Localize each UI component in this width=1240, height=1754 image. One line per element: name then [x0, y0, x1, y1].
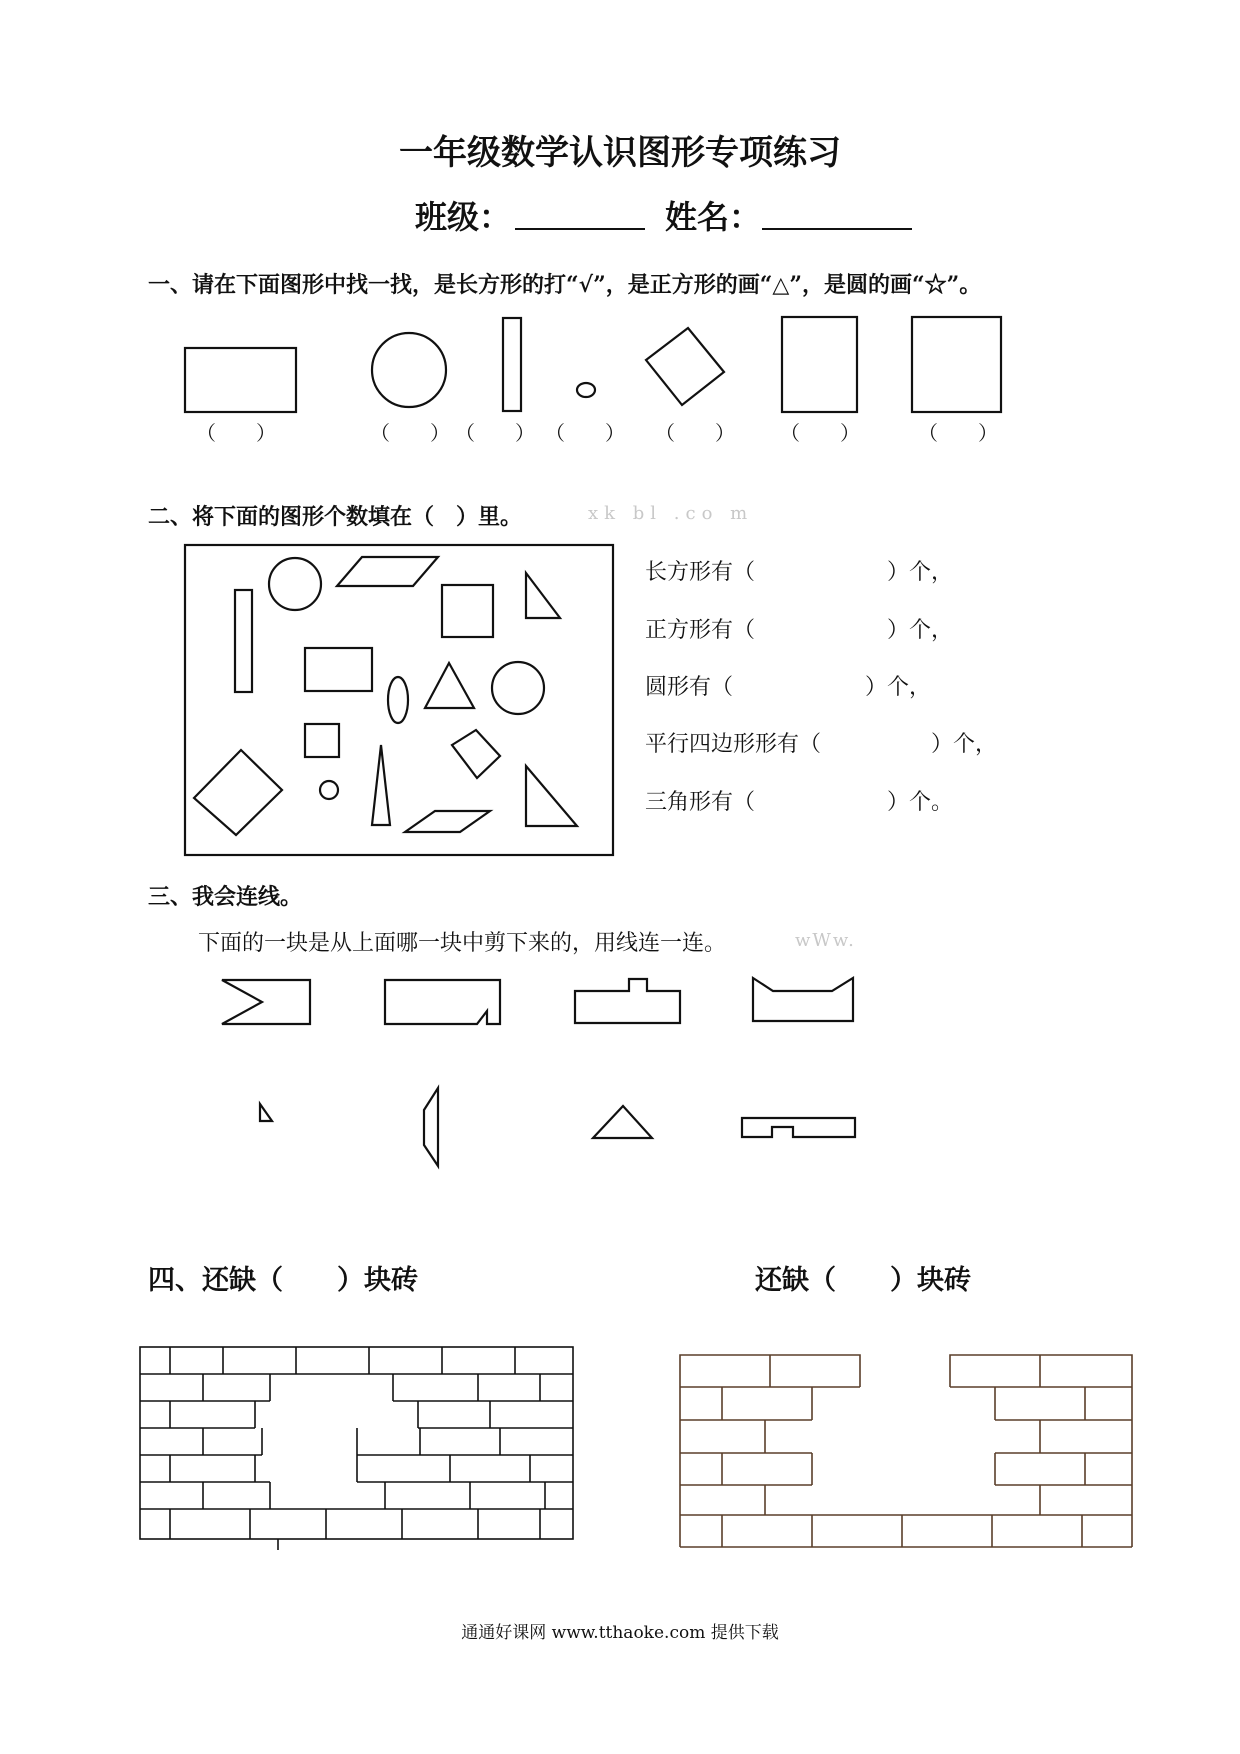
footer-text: 通通好课网 www.tthaoke.com 提供下载 [461, 1623, 779, 1643]
count-rectangle[interactable]: 长方形有（ ）个， [645, 560, 954, 585]
question-2-text: 二、将下面的图形个数填在（ ）里。 [148, 504, 523, 530]
count-parallelogram[interactable]: 平行四边形形有（ ）个， [645, 732, 998, 757]
answer-slot-1[interactable]: （ ） [196, 421, 276, 445]
answer-slot-4[interactable]: （ ） [545, 421, 625, 445]
answer-slot-7[interactable]: （ ） [918, 421, 998, 445]
answer-slot-6[interactable]: （ ） [780, 421, 860, 445]
count-circle[interactable]: 圆形有（ ）个， [645, 675, 932, 700]
answer-slot-3[interactable]: （ ） [455, 421, 535, 445]
count-square[interactable]: 正方形有（ ）个， [645, 618, 954, 643]
watermark-2: wWw. [795, 930, 856, 951]
name-label: 姓名： [665, 198, 762, 236]
class-label: 班级： [415, 198, 512, 236]
page-title: 一年级数学认识图形专项练习 [399, 133, 841, 173]
count-triangle[interactable]: 三角形有（ ）个。 [645, 790, 954, 815]
question-3-text: 三、我会连线。 [148, 884, 303, 910]
watermark-1: xk bl .co m [588, 503, 754, 524]
question-1-text: 一、请在下面图形中找一找，是长方形的打“√”，是正方形的画“△”，是圆的画“☆”。 [148, 272, 982, 298]
question-4-right-text: 还缺（ ）块砖 [755, 1265, 971, 1296]
question-3-instruction: 下面的一块是从上面哪一块中剪下来的，用线连一连。 [198, 931, 727, 956]
answer-slot-5[interactable]: （ ） [655, 421, 735, 445]
question-4-left-text: 四、还缺（ ）块砖 [148, 1265, 418, 1296]
answer-slot-2[interactable]: （ ） [370, 421, 450, 445]
